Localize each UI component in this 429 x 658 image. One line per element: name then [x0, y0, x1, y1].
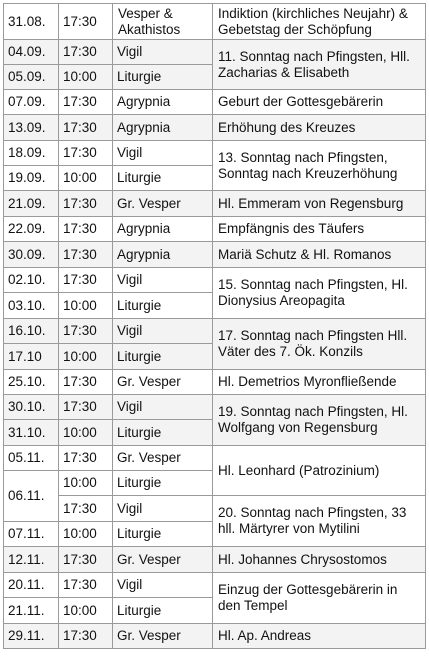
time-cell: 10:00 — [59, 293, 113, 319]
date-cell: 22.09. — [4, 217, 59, 242]
service-cell: Liturgie — [113, 293, 213, 319]
description-cell: 15. Sonntag nach Pfingsten, Hl. Dionysius Areopagita — [213, 268, 426, 319]
service-cell: Vesper & Akathistos — [113, 4, 213, 40]
table-row — [4, 4, 426, 40]
table-row — [4, 191, 426, 217]
service-cell: Agrypnia — [113, 217, 213, 242]
time-cell: 17:30 — [59, 547, 113, 573]
description-cell: 17. Sonntag nach Pfingsten Hll. Väter des 7. Ök. Konzils — [213, 319, 426, 370]
table-row — [4, 446, 426, 471]
date-cell: 19.09. — [4, 166, 59, 191]
table-row — [4, 395, 426, 420]
time-cell: 17:30 — [59, 40, 113, 65]
table-row — [4, 217, 426, 242]
service-cell: Agrypnia — [113, 115, 213, 141]
date-cell: 02.10. — [4, 268, 59, 293]
service-cell: Liturgie — [113, 598, 213, 624]
table-row — [4, 40, 426, 65]
table-row — [4, 573, 426, 598]
table-row — [4, 90, 426, 115]
date-cell: 21.09. — [4, 191, 59, 217]
description-cell: Hl. Demetrios Myronfließende — [213, 370, 426, 395]
description-cell: Mariä Schutz & Hl. Romanos — [213, 242, 426, 268]
description-cell: Empfängnis des Täufers — [213, 217, 426, 242]
description-cell: Erhöhung des Kreuzes — [213, 115, 426, 141]
service-cell: Liturgie — [113, 471, 213, 496]
description-cell: Indiktion (kirchliches Neujahr) & Gebetstag der Schöpfung — [213, 4, 426, 40]
table-row — [4, 115, 426, 141]
description-cell: Hl. Leonhard (Patrozinium) — [213, 446, 426, 496]
service-cell: Liturgie — [113, 166, 213, 191]
date-cell: 07.09. — [4, 90, 59, 115]
time-cell: 10:00 — [59, 471, 113, 496]
date-cell: 30.09. — [4, 242, 59, 268]
time-cell: 17:30 — [59, 370, 113, 395]
date-cell: 29.11. — [4, 624, 59, 649]
table-row — [4, 624, 426, 649]
date-cell: 25.10. — [4, 370, 59, 395]
table-row — [4, 319, 426, 344]
time-cell: 17:30 — [59, 191, 113, 217]
table-row — [4, 268, 426, 293]
date-cell: 31.10. — [4, 420, 59, 446]
time-cell: 10:00 — [59, 166, 113, 191]
date-cell: 12.11. — [4, 547, 59, 573]
date-cell: 04.09. — [4, 40, 59, 65]
service-cell: Gr. Vesper — [113, 547, 213, 573]
date-cell: 13.09. — [4, 115, 59, 141]
service-cell: Liturgie — [113, 344, 213, 370]
description-cell: Hl. Johannes Chrysostomos — [213, 547, 426, 573]
time-cell: 17:30 — [59, 90, 113, 115]
date-cell: 21.11. — [4, 598, 59, 624]
time-cell: 17:30 — [59, 217, 113, 242]
time-cell: 17:30 — [59, 496, 113, 522]
service-cell: Vigil — [113, 573, 213, 598]
service-cell: Gr. Vesper — [113, 446, 213, 471]
time-cell: 17:30 — [59, 573, 113, 598]
date-cell: 30.10. — [4, 395, 59, 420]
service-cell: Gr. Vesper — [113, 370, 213, 395]
date-cell: 05.11. — [4, 446, 59, 471]
service-cell: Vigil — [113, 40, 213, 65]
date-cell: 05.09. — [4, 65, 59, 90]
time-cell: 17:30 — [59, 319, 113, 344]
time-cell: 17:30 — [59, 4, 113, 40]
service-cell: Liturgie — [113, 420, 213, 446]
table-row — [4, 141, 426, 166]
time-cell: 17:30 — [59, 242, 113, 268]
date-cell: 16.10. — [4, 319, 59, 344]
service-cell: Liturgie — [113, 65, 213, 90]
time-cell: 10:00 — [59, 522, 113, 547]
date-cell: 17.10 — [4, 344, 59, 370]
service-cell: Gr. Vesper — [113, 191, 213, 217]
date-cell: 31.08. — [4, 4, 59, 40]
table-row — [4, 242, 426, 268]
service-cell: Agrypnia — [113, 90, 213, 115]
description-cell: Geburt der Gottesgebärerin — [213, 90, 426, 115]
service-cell: Gr. Vesper — [113, 624, 213, 649]
service-schedule-table — [3, 3, 426, 649]
time-cell: 17:30 — [59, 446, 113, 471]
table-row — [4, 370, 426, 395]
description-cell: 13. Sonntag nach Pfingsten, Sonntag nach Kreuzerhöhung — [213, 141, 426, 191]
description-cell: 19. Sonntag nach Pfingsten, Hl. Wolfgang von Regensburg — [213, 395, 426, 446]
date-cell: 07.11. — [4, 522, 59, 547]
description-cell: 20. Sonntag nach Pfingsten, 33 hll. Märtyrer von Mytilini — [213, 496, 426, 547]
date-cell: 18.09. — [4, 141, 59, 166]
service-cell: Vigil — [113, 496, 213, 522]
date-cell: 03.10. — [4, 293, 59, 319]
time-cell: 17:30 — [59, 115, 113, 141]
description-cell: Hl. Emmeram von Regensburg — [213, 191, 426, 217]
description-cell: 11. Sonntag nach Pfingsten, Hll. Zacharias & Elisabeth — [213, 40, 426, 90]
table-row — [4, 496, 426, 522]
description-cell: Einzug der Gottesgebärerin in den Tempel — [213, 573, 426, 624]
description-cell: Hl. Ap. Andreas — [213, 624, 426, 649]
service-cell: Liturgie — [113, 522, 213, 547]
table-row — [4, 547, 426, 573]
time-cell: 17:30 — [59, 141, 113, 166]
service-cell: Agrypnia — [113, 242, 213, 268]
time-cell: 10:00 — [59, 65, 113, 90]
service-cell: Vigil — [113, 141, 213, 166]
service-cell: Vigil — [113, 395, 213, 420]
time-cell: 17:30 — [59, 395, 113, 420]
time-cell: 10:00 — [59, 420, 113, 446]
service-cell: Vigil — [113, 319, 213, 344]
time-cell: 10:00 — [59, 598, 113, 624]
service-cell: Vigil — [113, 268, 213, 293]
time-cell: 10:00 — [59, 344, 113, 370]
date-cell: 20.11. — [4, 573, 59, 598]
date-cell: 06.11. — [4, 471, 59, 522]
time-cell: 17:30 — [59, 624, 113, 649]
time-cell: 17:30 — [59, 268, 113, 293]
